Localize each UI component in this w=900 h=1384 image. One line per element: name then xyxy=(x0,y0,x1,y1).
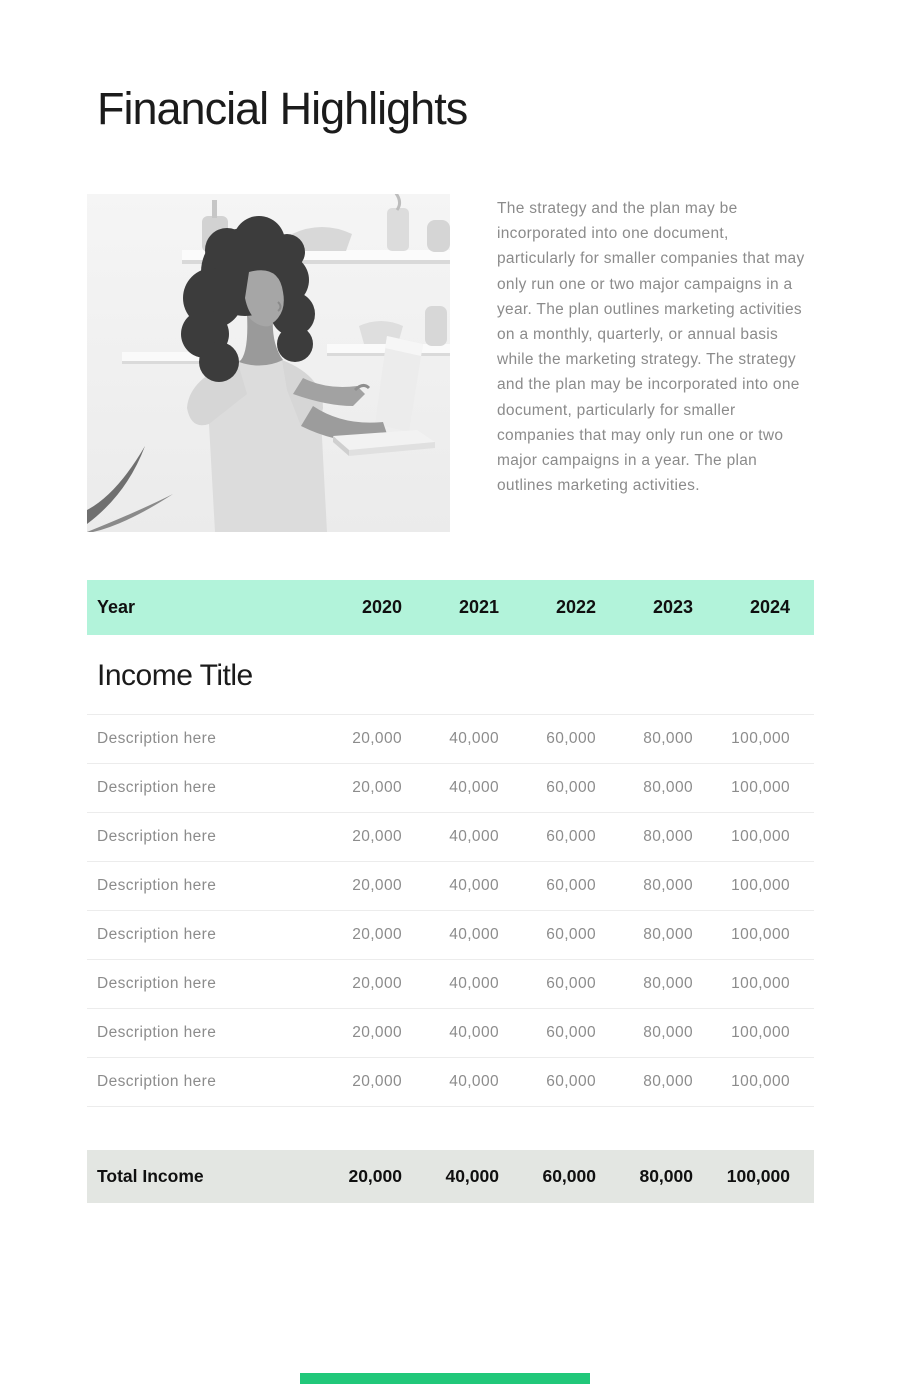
table-header-row xyxy=(87,580,814,635)
table-header-2022: 2022 xyxy=(555,597,596,617)
hero-photo xyxy=(87,194,450,532)
row-value: 100,000 xyxy=(731,1024,790,1041)
total-value: 80,000 xyxy=(639,1166,693,1186)
row-value: 80,000 xyxy=(643,975,693,992)
row-label: Description here xyxy=(97,1024,217,1041)
total-value: 60,000 xyxy=(542,1166,596,1186)
row-value: 80,000 xyxy=(643,926,693,943)
row-value: 20,000 xyxy=(352,975,402,992)
table-header-2023: 2023 xyxy=(652,597,693,617)
total-value: 100,000 xyxy=(726,1166,790,1186)
row-value: 20,000 xyxy=(352,730,402,747)
row-value: 60,000 xyxy=(546,975,596,992)
row-value: 60,000 xyxy=(546,828,596,845)
row-value: 80,000 xyxy=(643,1073,693,1090)
row-label: Description here xyxy=(97,779,217,796)
row-value: 100,000 xyxy=(731,779,790,796)
table-row xyxy=(87,959,814,1008)
table-row xyxy=(87,910,814,959)
row-value: 40,000 xyxy=(449,1073,499,1090)
row-value: 80,000 xyxy=(643,779,693,796)
row-value: 60,000 xyxy=(546,877,596,894)
row-value: 100,000 xyxy=(731,1073,790,1090)
row-value: 20,000 xyxy=(352,926,402,943)
table-header-year-label: Year xyxy=(97,597,136,617)
row-value: 80,000 xyxy=(643,828,693,845)
row-value: 40,000 xyxy=(449,730,499,747)
row-value: 40,000 xyxy=(449,1024,499,1041)
table-row xyxy=(87,812,814,861)
hero-photo-illustration xyxy=(87,194,450,532)
row-label: Description here xyxy=(97,828,217,845)
row-value: 60,000 xyxy=(546,1024,596,1041)
row-label: Description here xyxy=(97,1073,217,1090)
row-value: 20,000 xyxy=(352,779,402,796)
row-value: 100,000 xyxy=(731,828,790,845)
row-value: 20,000 xyxy=(352,828,402,845)
hero-section xyxy=(87,194,814,532)
row-label: Description here xyxy=(97,877,217,894)
row-value: 20,000 xyxy=(352,1024,402,1041)
row-value: 40,000 xyxy=(449,877,499,894)
total-income-row xyxy=(87,1150,814,1203)
table-row xyxy=(87,861,814,910)
row-value: 20,000 xyxy=(352,877,402,894)
total-value: 40,000 xyxy=(445,1166,499,1186)
row-value: 80,000 xyxy=(643,877,693,894)
income-section-title: Income Title xyxy=(97,659,253,692)
row-value: 40,000 xyxy=(449,828,499,845)
intro-paragraph: The strategy and the plan may be incorporated into one document, particularly for smaller companies that may only run one or two major campaigns in a year. The plan outlines marketing activities on a monthly, quarterly, or annual basis while the marketing strategy. The strategy and the plan may be incorporated into one document, particularly for smaller companies that may only run one or two major campaigns in a year. The plan outlines marketing activities. xyxy=(497,200,805,495)
row-value: 60,000 xyxy=(546,926,596,943)
row-value: 20,000 xyxy=(352,1073,402,1090)
table-row xyxy=(87,763,814,812)
table-header-2020: 2020 xyxy=(361,597,402,617)
row-value: 80,000 xyxy=(643,1024,693,1041)
row-value: 40,000 xyxy=(449,926,499,943)
row-value: 60,000 xyxy=(546,779,596,796)
row-value: 40,000 xyxy=(449,779,499,796)
total-value: 20,000 xyxy=(348,1166,402,1186)
row-value: 100,000 xyxy=(731,926,790,943)
row-value: 100,000 xyxy=(731,975,790,992)
page-content xyxy=(87,84,814,1203)
table-header-2024: 2024 xyxy=(749,597,790,617)
footer-accent-bar xyxy=(300,1373,590,1384)
document-page xyxy=(0,84,900,1384)
row-label: Description here xyxy=(97,730,217,747)
table-row xyxy=(87,1057,814,1106)
page-title: Financial Highlights xyxy=(97,83,468,134)
table-row xyxy=(87,1008,814,1057)
row-value: 100,000 xyxy=(731,730,790,747)
income-rows xyxy=(87,714,814,1107)
row-value: 80,000 xyxy=(643,730,693,747)
row-value: 60,000 xyxy=(546,730,596,747)
row-value: 60,000 xyxy=(546,1073,596,1090)
row-label: Description here xyxy=(97,926,217,943)
table-row xyxy=(87,714,814,763)
row-value: 40,000 xyxy=(449,975,499,992)
table-header-2021: 2021 xyxy=(458,597,499,617)
total-label: Total Income xyxy=(97,1166,204,1186)
row-value: 100,000 xyxy=(731,877,790,894)
row-label: Description here xyxy=(97,975,217,992)
